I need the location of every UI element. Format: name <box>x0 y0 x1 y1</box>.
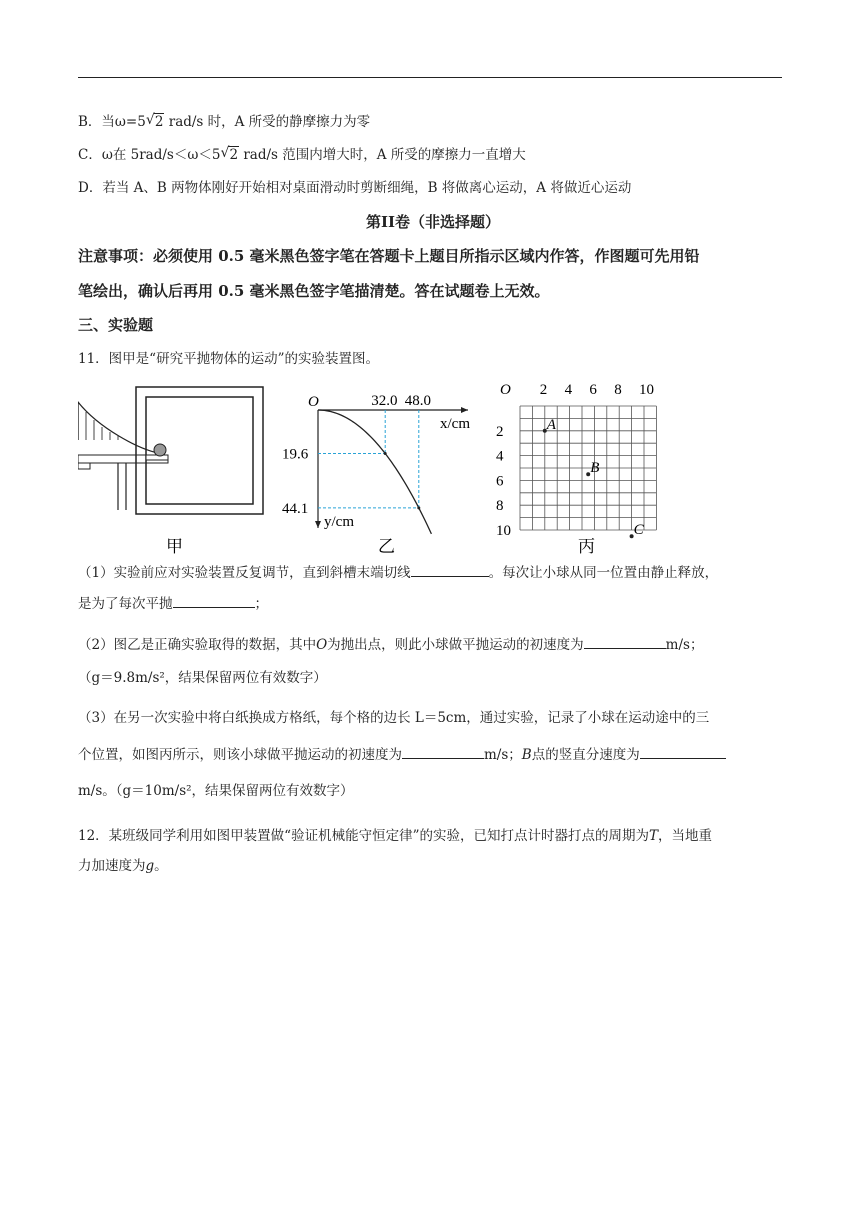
point-label-b: B <box>590 460 600 477</box>
label-bing: 丙 <box>578 537 595 556</box>
part-title: 三、实验题 <box>78 316 154 334</box>
q11-part1-line2: 是为了每次平抛 ； <box>78 596 268 612</box>
q11-part2-line1: （2）图乙是正确实验取得的数据，其中O为抛出点，则此小球做平抛运动的初速度为 m/s； <box>78 637 704 653</box>
header-rule <box>78 77 782 78</box>
q11-part3-line3: m/s。（g＝10m/s²，结果保留两位有效数字） <box>78 783 354 799</box>
y-tick-label: 8 <box>496 498 504 515</box>
notice-line-2: 笔绘出，确认后再用 0.5 毫米黑色签字笔描清楚。答在试题卷上无效。 <box>78 282 550 300</box>
origin-label: O <box>308 394 319 410</box>
data-point <box>384 452 387 455</box>
y-tick-label: 2 <box>496 423 504 440</box>
point-label-c: C <box>633 522 644 539</box>
sqrt-symbol: √ 2 <box>145 112 164 130</box>
q12-line2: 力加速度为g。 <box>78 858 168 874</box>
x-tick-label: 48.0 <box>404 393 432 409</box>
figure-yi-chart <box>270 372 490 557</box>
x-tick-label: 6 <box>589 382 597 398</box>
x-tick-label: 10 <box>639 382 654 398</box>
y-axis-label: y/cm <box>324 514 354 530</box>
x-tick-label: 32.0 <box>371 393 398 409</box>
option-d: D．若当 A、B 两物体刚好开始相对桌面滑动时剪断细绳，B 将做离心运动，A 将做近心运动 <box>78 180 632 196</box>
x-tick-label: 2 <box>539 382 548 398</box>
sqrt-symbol: √ 2 <box>220 145 239 163</box>
option-c: C．ω在 5rad/s＜ω＜5 √ 2 rad/s 范围内增大时，A 所受的摩擦力一直增大 <box>78 145 526 163</box>
y-axis-arrow <box>315 521 321 528</box>
option-b: B．当ω=5 √ 2 rad/s 时，A 所受的静摩擦力为零 <box>78 112 371 130</box>
x-tick-label: 8 <box>614 382 622 398</box>
origin-label: O <box>500 382 511 398</box>
label-jia: 甲 <box>166 537 183 556</box>
answer-blank[interactable] <box>402 745 484 759</box>
answer-blank[interactable] <box>411 563 489 577</box>
section-heading: 第II卷（非选择题） <box>365 213 501 231</box>
notice-line-1: 注意事项：必须使用 0.5 毫米黑色签字笔在答题卡上题目所指示区域内作答，作图题可先用铅 <box>78 247 700 265</box>
label-yi: 乙 <box>378 537 395 556</box>
y-tick-label: 44.1 <box>282 500 309 517</box>
q12-line1: 12．某班级同学利用如图甲装置做“验证机械能守恒定律”的实验，已知打点计时器打点的周期为T，当地重 <box>78 828 712 844</box>
answer-blank[interactable] <box>640 745 726 759</box>
y-tick-label: 10 <box>496 523 511 539</box>
figure-jia-apparatus <box>78 372 278 557</box>
x-tick-label: 4 <box>564 382 573 398</box>
q11-part3-line2: 个位置，如图丙所示，则该小球做平抛运动的初速度为 m/s；B点的竖直分速度为 <box>78 745 788 765</box>
figure-bing-grid <box>490 372 690 557</box>
q11-part1-line1: （1）实验前应对实验装置反复调节，直到斜槽末端切线 。每次让小球从同一位置由静止释放， <box>78 565 719 581</box>
answer-blank[interactable] <box>173 594 255 608</box>
q11-part2-line2: （g＝9.8m/s²，结果保留两位有效数字） <box>78 670 327 686</box>
y-tick-label: 4 <box>496 448 504 465</box>
y-tick-label: 19.6 <box>282 446 309 463</box>
answer-blank[interactable] <box>584 635 666 649</box>
x-axis-arrow <box>461 407 468 413</box>
y-tick-label: 6 <box>496 473 504 490</box>
q11-part3-line1: （3）在另一次实验中将白纸换成方格纸，每个格的边长 L＝5cm，通过实验，记录了小球在运动途中的三 <box>78 710 710 726</box>
point-label-a: A <box>546 416 556 433</box>
q11-stem: 11．图甲是“研究平抛物体的运动”的实验装置图。 <box>78 351 379 367</box>
data-point <box>417 506 420 509</box>
x-axis-label: x/cm <box>440 416 470 432</box>
